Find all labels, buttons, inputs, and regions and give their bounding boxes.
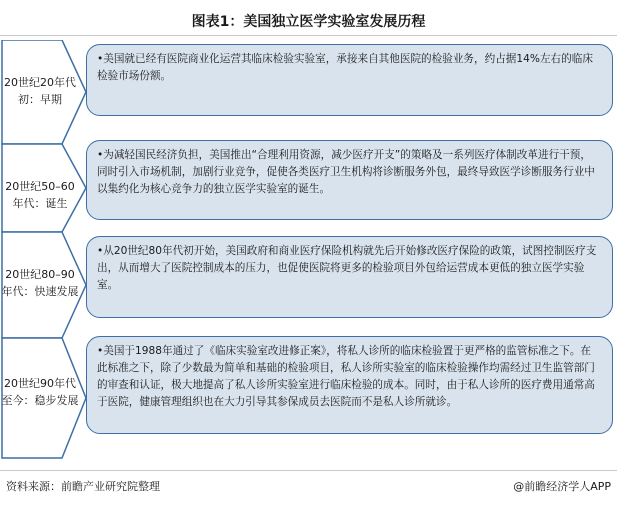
stage-description-rapid-growth: •从20世纪80年代初开始，美国政府和商业医疗保险机构就先后开始修改医疗保险的政策，试图控制医疗支出，从而增大了医院控制成本的压力，也促使医院将更多的检验项目外包给运营成本更低的独立医学实验室。 <box>86 236 613 318</box>
stage-description-birth: •为减轻国民经济负担，美国推出“合理利用资源，减少医疗开支”的策略及一系列医疗体制改革进行干预，同时引入市场机制，加剧行业竞争，促使各类医疗卫生机构将诊断服务外包，最终导致医学诊断服务行业中以集约化为核心竞争力的独立医学实验室的诞生。 <box>86 140 613 220</box>
source-note: 资料来源：前瞻产业研究院整理 <box>6 480 160 493</box>
stage-description-steady-growth: •美国于1988年通过了《临床实验室改进修正案》，将私人诊所的临床检验置于更严格的监管标准之下。在此标准之下，除了少数最为简单和基础的检验项目，私人诊所实验室的临床检验操作均需经过卫生监管部门的审查和认证，极大地提高了私人诊所实验室进行临床检验的成本。同时，由于私人诊所的医疗费用通常高于医院，健康管理组织也在大力引导其参保成员去医院而不是私人诊所就诊。 <box>86 336 613 434</box>
figure-title: 图表1：美国独立医学实验室发展历程 <box>191 14 426 30</box>
stage-label-rapid-growth: 20世纪80–90年代：快速发展 <box>1 268 79 298</box>
stage-label-birth: 20世纪50–60年代：诞生 <box>5 180 75 210</box>
stage-label-steady-growth: 20世纪90年代至今：稳步发展 <box>1 377 79 407</box>
footer-divider <box>0 470 617 471</box>
title-divider <box>0 35 617 36</box>
stage-description-early: •美国就已经有医院商业化运营其临床检验实验室，承接来自其他医院的检验业务，约占据14%左右的临床检验市场份额。 <box>86 44 613 116</box>
credit-note: @前瞻经济学人APP <box>513 480 611 493</box>
stage-label-early: 20世纪20年代初：早期 <box>4 76 76 106</box>
